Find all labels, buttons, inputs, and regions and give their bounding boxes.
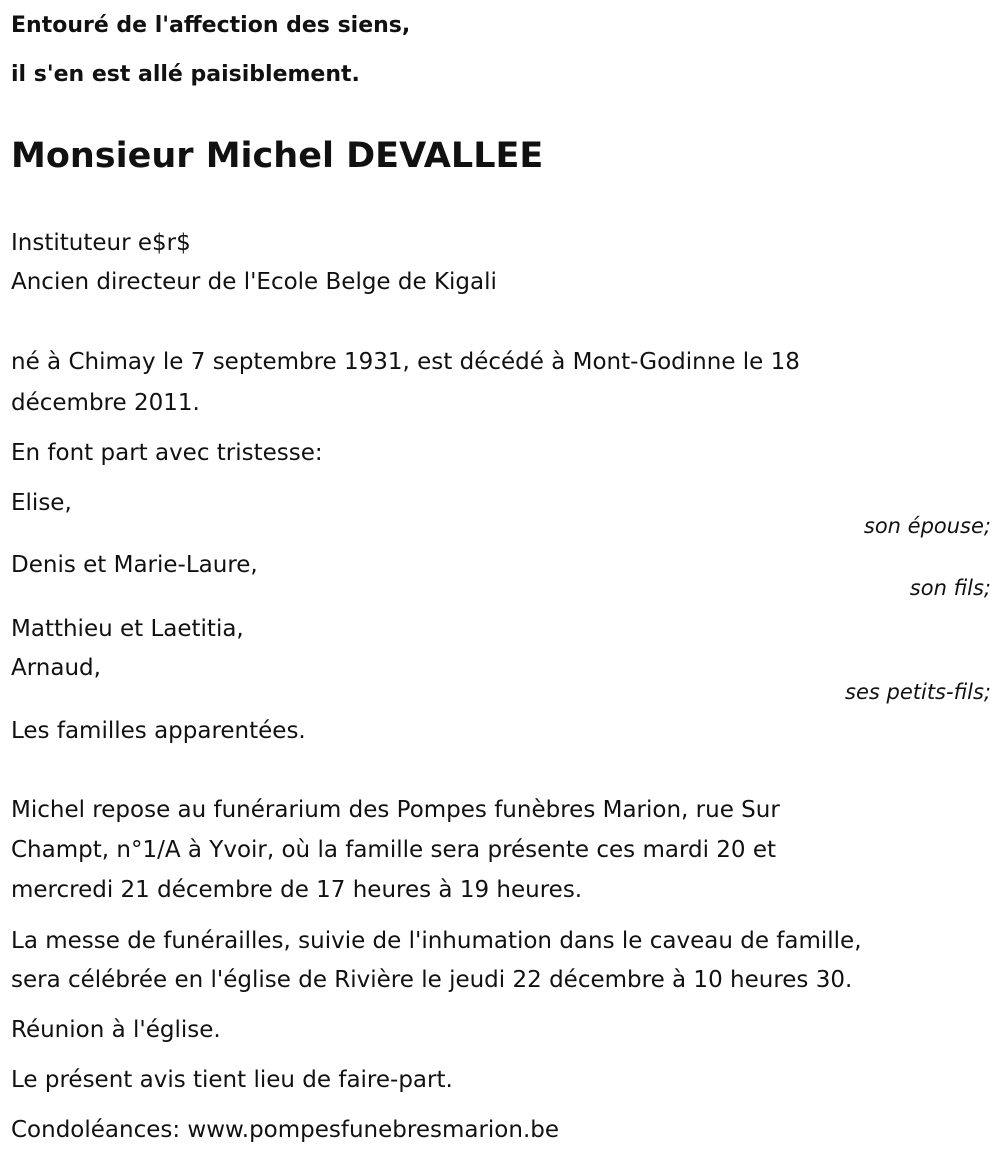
deceased-title-1: Instituteur e$r$ — [11, 230, 191, 256]
relatives: Les familles apparentées. — [11, 718, 306, 744]
mass-line-2: sera célébrée en l'église de Rivière le jeudi 22 décembre à 10 heures 30. — [11, 967, 853, 993]
funerarium-line-3: mercredi 21 décembre de 17 heures à 19 heures. — [11, 877, 583, 903]
condolences: Condoléances: www.pompesfunebresmarion.be — [11, 1117, 560, 1143]
funerarium-line-2: Champt, n°1/A à Yvoir, où la famille sera présente ces mardi 20 et — [11, 837, 777, 863]
grandchildren-role: ses petits-fils; — [845, 680, 991, 704]
birth-death-line-1: né à Chimay le 7 septembre 1931, est décédé à Mont-Godinne le 18 — [11, 349, 800, 375]
son-role: son fils; — [909, 576, 991, 600]
grandchildren-line-1: Matthieu et Laetitia, — [11, 616, 244, 642]
wife-role: son épouse; — [863, 514, 991, 538]
notice: Le présent avis tient lieu de faire-part. — [11, 1067, 453, 1093]
deceased-name: Monsieur Michel DEVALLEE — [11, 136, 544, 176]
son-names: Denis et Marie-Laure, — [11, 552, 258, 578]
funerarium-line-1: Michel repose au funérarium des Pompes funèbres Marion, rue Sur — [11, 797, 780, 823]
grandchildren-line-2: Arnaud, — [11, 655, 101, 681]
announcement: En font part avec tristesse: — [11, 440, 323, 466]
mass-line-1: La messe de funérailles, suivie de l'inhumation dans le caveau de famille, — [11, 928, 862, 954]
gathering: Réunion à l'église. — [11, 1017, 221, 1043]
deceased-title-2: Ancien directeur de l'Ecole Belge de Kigali — [11, 269, 497, 295]
birth-death-line-2: décembre 2011. — [11, 390, 200, 416]
intro-line-1: Entouré de l'affection des siens, — [11, 13, 411, 38]
intro-line-2: il s'en est allé paisiblement. — [11, 62, 360, 87]
wife-name: Elise, — [11, 490, 72, 516]
